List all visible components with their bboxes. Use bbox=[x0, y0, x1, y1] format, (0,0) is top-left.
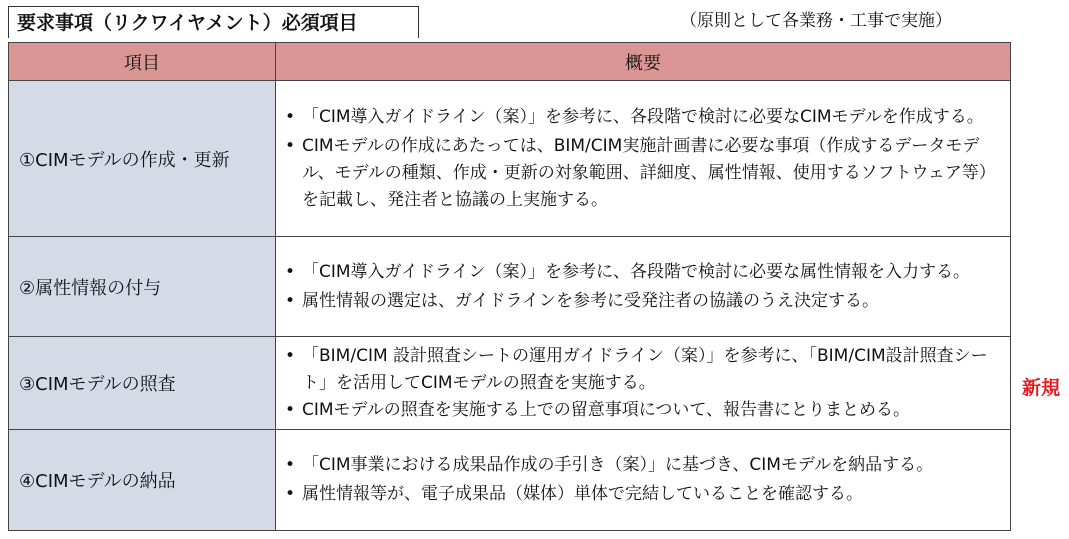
requirements-table bbox=[8, 42, 1011, 531]
bullet-item: • CIMモデルの照査を実施する上での留意事項について、報告書にとりまとめる。 bbox=[282, 397, 1004, 424]
table-row bbox=[9, 337, 1011, 430]
bullet-item: • CIMモデルの作成にあたっては、BIM/CIM実施計画書に必要な事項（作成するデータモデル、モデルの種類、作成・更新の対象範囲、詳細度、属性情報、使用するソフトウェア等）を記載し、発注者と協議の上実施する。 bbox=[282, 133, 1004, 214]
table-row bbox=[9, 81, 1011, 237]
table-header-row bbox=[9, 43, 1011, 81]
column-header-summary: 概要 bbox=[276, 43, 1011, 81]
bullet-item: • 「CIM導入ガイドライン（案）」を参考に、各段階で検討に必要な属性情報を入力する。 bbox=[282, 259, 1004, 286]
table-row bbox=[9, 430, 1011, 531]
row-item-label: ③CIMモデルの照査 bbox=[9, 337, 276, 430]
new-badge: 新規 bbox=[1022, 377, 1061, 399]
section-title: 要求事項（リクワイヤメント）必須項目 bbox=[8, 6, 419, 38]
row-item-label: ④CIMモデルの納品 bbox=[9, 430, 276, 531]
bullet-item: • 「BIM/CIM 設計照査シートの運用ガイドライン（案）」を参考に、「BIM/CIM設計照査シート」を活用してCIMモデルの照査を実施する。 bbox=[282, 343, 1004, 397]
bullet-item: • 属性情報等が、電子成果品（媒体）単体で完結していることを確認する。 bbox=[282, 481, 1004, 508]
bullet-item: • 「CIM事業における成果品作成の手引き（案）」に基づき、CIMモデルを納品する。 bbox=[282, 452, 1004, 479]
row-description bbox=[276, 337, 1011, 430]
table-row bbox=[9, 237, 1011, 337]
row-item-label: ②属性情報の付与 bbox=[9, 237, 276, 337]
column-header-item: 項目 bbox=[9, 43, 276, 81]
row-description bbox=[276, 237, 1011, 337]
section-subtitle: （原則として各業務・工事で実施） bbox=[680, 11, 952, 31]
bullet-item: • 属性情報の選定は、ガイドラインを参考に受発注者の協議のうえ決定する。 bbox=[282, 288, 1004, 315]
row-item-label: ①CIMモデルの作成・更新 bbox=[9, 81, 276, 237]
bullet-item: • 「CIM導入ガイドライン（案）」を参考に、各段階で検討に必要なCIMモデルを作成する。 bbox=[282, 104, 1004, 131]
row-description bbox=[276, 81, 1011, 237]
row-description bbox=[276, 430, 1011, 531]
